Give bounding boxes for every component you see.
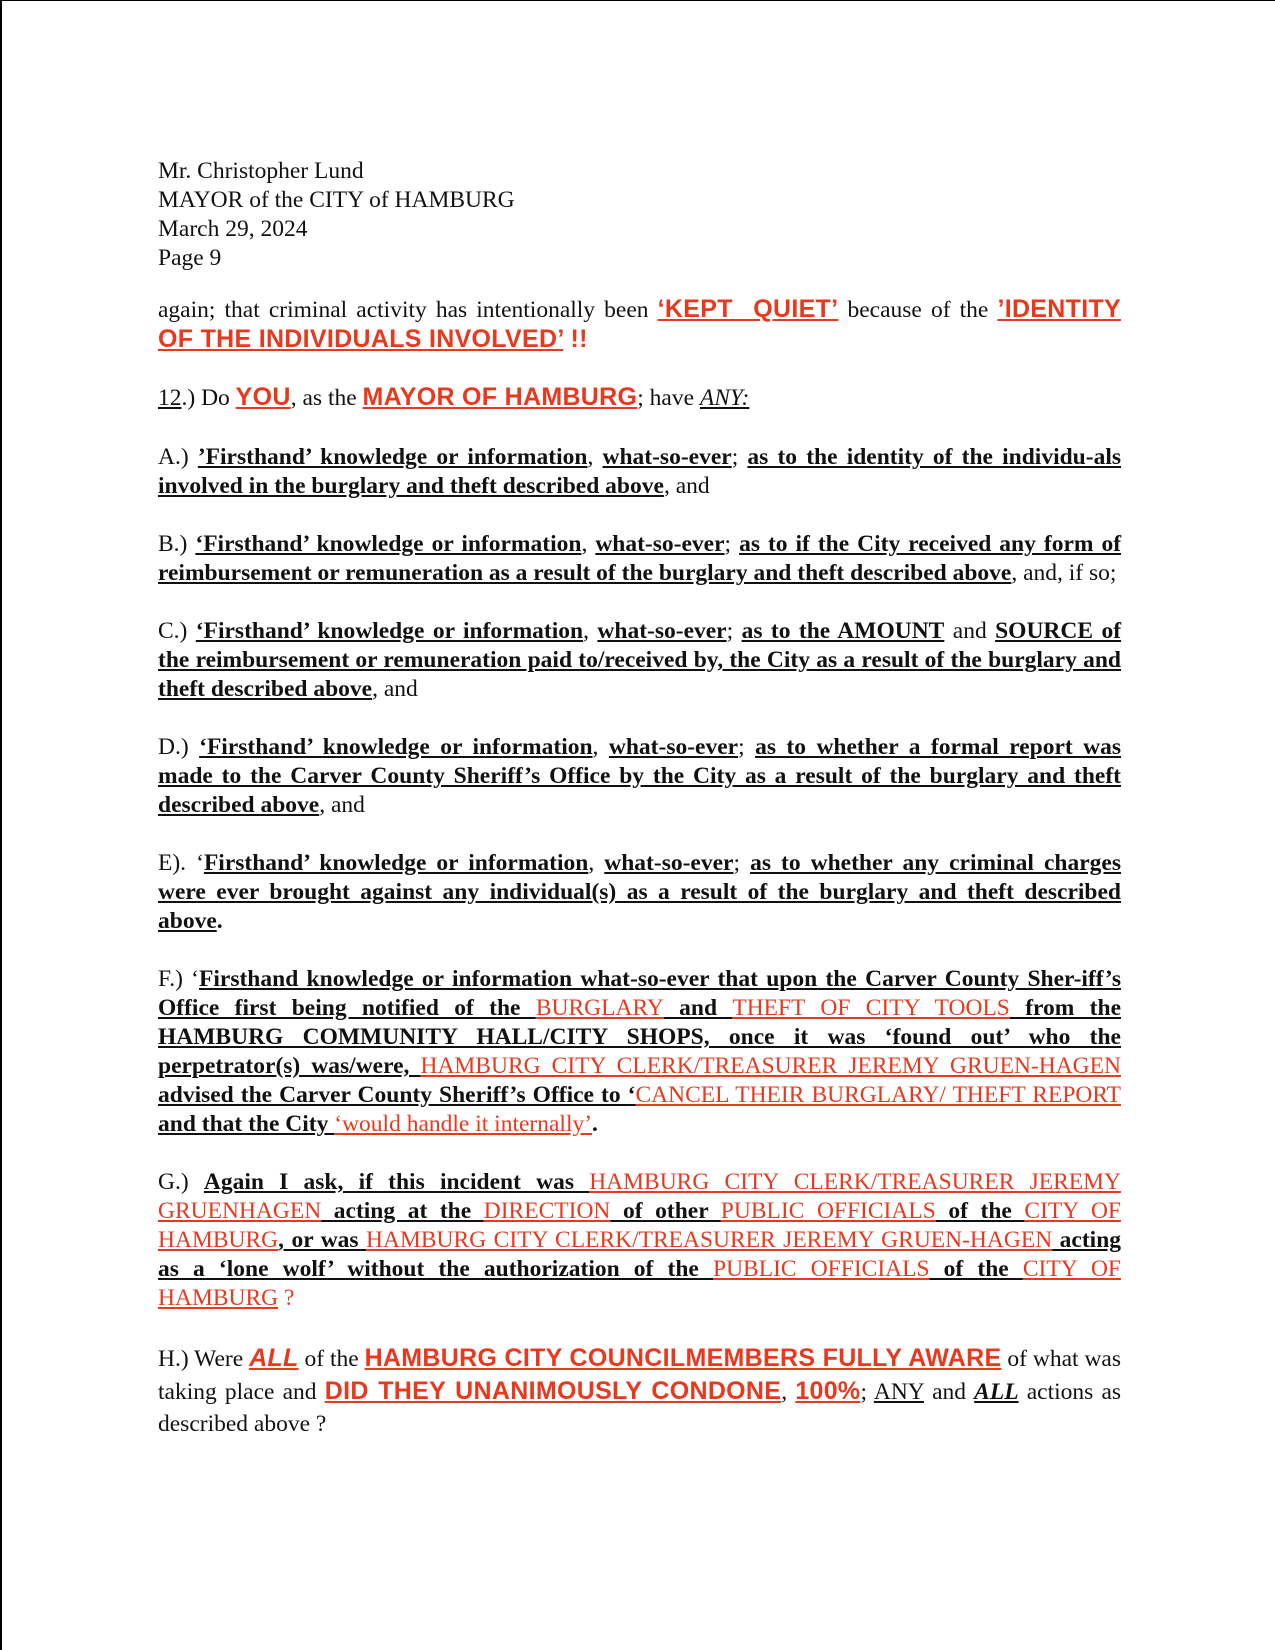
intro-text: again; that criminal activity has intentionally been [158,297,658,323]
question-text: ; have [637,385,700,411]
item-ending: . [216,908,223,934]
item-a [158,443,1121,501]
item-label: C.) [158,618,196,644]
clerk-emphasis: HAMBURG CITY CLERK/TREASURER JEREMY GRUEN-HAGEN [420,1053,1121,1079]
mayor-emphasis: MAYOR OF HAMBURG [362,383,638,411]
item-ending: , and [372,676,418,702]
recipient-name: Mr. Christopher Lund [158,158,364,184]
punctuation: , [587,444,603,470]
item-ending: ? [278,1285,295,1311]
item-d [158,733,1121,820]
firsthand-phrase: ‘Firsthand’ knowledge or information [195,531,582,557]
clerk-emphasis: HAMBURG CITY CLERK/TREASURER JEREMY GRUENHAGEN [158,1169,1121,1224]
item-ending: , and [319,792,365,818]
question-text: , as the [290,385,363,411]
firsthand-phrase: ‘Firsthand’ knowledge or information [199,734,593,760]
item-label: A.) [158,444,198,470]
internal-emphasis: ‘would handle it internally’ [334,1111,593,1137]
identity-text: ’IDENTITY OF THE INDIVIDUALS INVOLVED’ [158,295,1121,353]
item-body: as to the identity of the individu-als involved in the burglary and theft described above [158,444,1122,499]
item-b [158,530,1121,588]
punctuation: ; [738,734,756,760]
item-body: as to the AMOUNT [741,618,945,644]
firsthand-phrase: ‘Firsthand’ knowledge or information [195,618,584,644]
whatsoever-phrase: what-so-ever [608,734,739,760]
question-number: 12 [158,385,182,411]
any-emphasis: ANY: [699,385,750,411]
punctuation: ; [733,850,751,876]
item-body: of what was taking place and [158,1346,1121,1405]
item-ending: , and, if so; [1011,560,1117,586]
whatsoever-phrase: what-so-ever [597,618,727,644]
item-body: Again I ask, if this incident was [203,1169,590,1195]
intro-text: because of the [838,297,998,323]
condone-emphasis: DID THEY UNANIMOUSLY CONDONE [324,1377,782,1405]
item-body: Firsthand knowledge or information what-so-ever that upon the Carver County Sher-iff’s Office first being notified of the [158,966,1121,1021]
clerk-emphasis: HAMBURG CITY CLERK/TREASURER JEREMY GRUEN-HAGEN [366,1227,1053,1253]
item-f [158,965,1121,1139]
firsthand-phrase: Firsthand’ knowledge or information [203,850,589,876]
council-emphasis: HAMBURG CITY COUNCILMEMBERS FULLY AWARE [364,1344,1002,1372]
item-body: acting as a ‘lone wolf’ without the authorization of the [158,1227,1122,1282]
page-number: Page 9 [158,245,222,271]
item-body: as to if the City received any form of reimbursement or remuneration as a result of the burglary and theft described above [158,531,1122,586]
item-body: of other [610,1198,721,1224]
item-body: and that the City [158,1111,335,1137]
all-emphasis: ALL [249,1344,299,1372]
punctuation: ; [731,444,748,470]
officials-emphasis: PUBLIC OFFICIALS [720,1198,936,1224]
item-e [158,849,1121,936]
item-g [158,1168,1121,1313]
item-c [158,617,1121,704]
item-body: from the HAMBURG COMMUNITY HALL/CITY SHOPS, once it was ‘found out’ who the perpetrator(s) was/were, [158,995,1122,1079]
item-body: of the [929,1256,1023,1282]
direction-emphasis: DIRECTION [483,1198,611,1224]
item-body: and [663,995,733,1021]
burglary-emphasis: BURGLARY [535,995,664,1021]
officials-emphasis: PUBLIC OFFICIALS [713,1256,930,1282]
question-text: .) Do [181,385,236,411]
item-label: H.) Were [158,1346,250,1372]
connector-text: and [944,618,996,644]
item-body: and [923,1379,975,1405]
item-body: advised the Carver County Sheriff’s Office to ‘ [158,1082,636,1108]
whatsoever-phrase: what-so-ever [595,531,725,557]
cancel-report-emphasis: CANCEL THEIR BURGLARY/ THEFT REPORT [635,1082,1121,1108]
item-body: as to whether a formal report was made to the Carver County Sheriff’s Office by the City as a result of the burglary and theft described above [158,734,1122,818]
punctuation: , [781,1379,796,1405]
item-body: of the [298,1346,365,1372]
letter-date: March 29, 2024 [158,216,308,242]
punctuation: , [588,850,605,876]
theft-emphasis: THEFT OF CITY TOOLS [732,995,1010,1021]
letter-body [158,157,1121,1469]
item-body: SOURCE of the reimbursement or remuneration paid to/received by, the City as a result of the burglary and theft described above [158,618,1122,702]
whatsoever-phrase: what-so-ever [604,850,734,876]
punctuation: ; [726,618,742,644]
item-body: , or was [278,1227,367,1253]
kept-quiet-emphasis: ‘KEPT QUIET’ [657,295,839,323]
exclamation-text: !! [563,325,588,353]
whatsoever-phrase: what-so-ever [602,444,732,470]
item-body: as to whether any criminal charges were ever brought against any individual(s) as a result of the burglary and theft described above [158,850,1121,934]
city-emphasis: CITY OF HAMBURG [158,1256,1122,1311]
all-emphasis: ALL [974,1379,1019,1405]
item-body: acting at the [321,1198,484,1224]
punctuation: ; [724,531,740,557]
item-ending: actions as described above ? [158,1379,1122,1437]
item-label: E). ‘ [158,850,204,876]
any-emphasis: ANY [873,1379,924,1405]
punctuation: ; [860,1379,874,1405]
item-label: F.) ‘ [158,966,200,992]
item-label: B.) [158,531,196,557]
item-label: G.) [158,1169,204,1195]
punctuation: , [592,734,609,760]
letter-header [158,157,1121,273]
item-label: D.) [158,734,200,760]
item-ending: . [592,1111,598,1137]
question-12 [158,383,1121,413]
item-h [158,1342,1121,1440]
city-emphasis: CITY OF HAMBURG [158,1198,1121,1253]
intro-paragraph [158,295,1121,355]
you-emphasis: YOU [235,383,291,411]
recipient-title: MAYOR of the CITY of HAMBURG [158,187,515,213]
punctuation: , [583,618,598,644]
firsthand-phrase: ’Firsthand’ knowledge or information [197,444,588,470]
item-body: of the [935,1198,1025,1224]
punctuation: , [581,531,596,557]
percent-emphasis: 100% [795,1377,861,1405]
item-ending: , and [663,473,710,499]
